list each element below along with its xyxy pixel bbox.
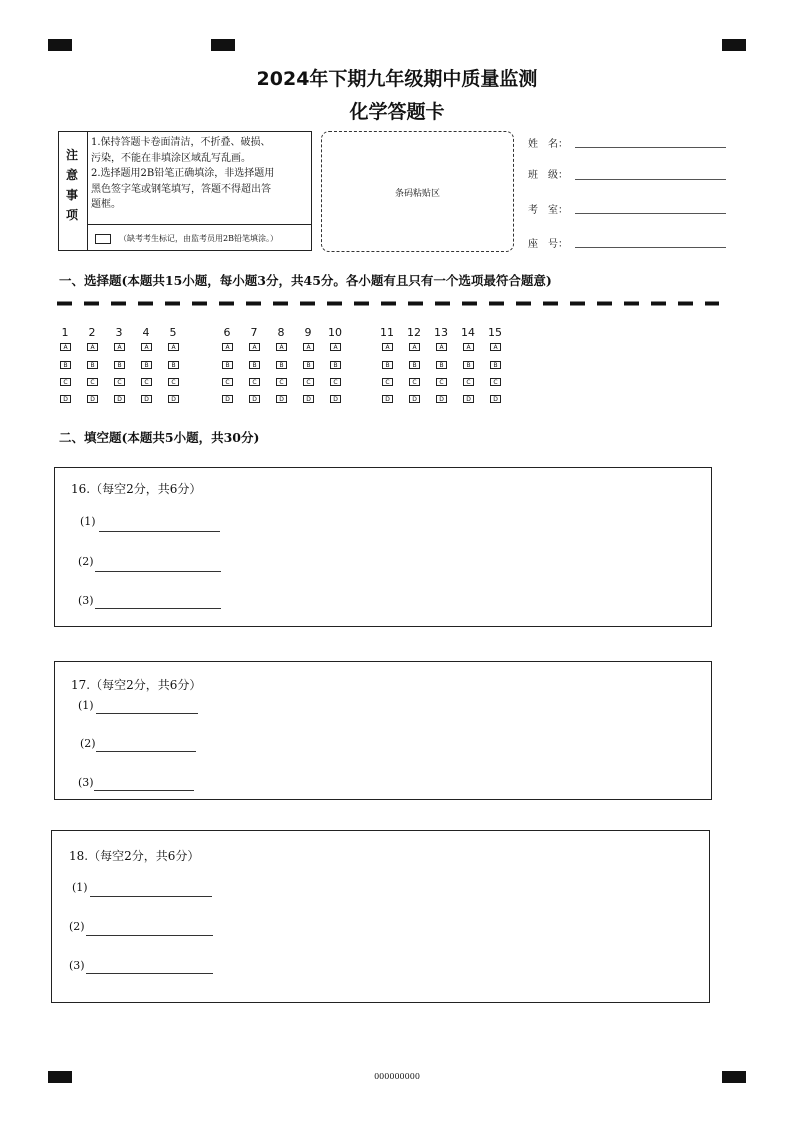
option-bubble[interactable]: A: [330, 343, 341, 351]
option-bubble[interactable]: D: [87, 395, 98, 403]
question-number: 14: [461, 326, 475, 339]
option-bubble[interactable]: B: [303, 361, 314, 369]
answer-line-16-3[interactable]: [95, 607, 221, 609]
barcode-label: 条码粘贴区: [394, 189, 440, 199]
blank-label: (2): [80, 737, 96, 750]
answer-line-16-1[interactable]: [99, 530, 220, 532]
question-number: 7: [250, 326, 258, 339]
question-header-18: 18.（每空2分，共6分）: [69, 849, 200, 863]
section2-title: 二、填空题(本题共5小题，共30分): [59, 430, 260, 445]
option-bubble[interactable]: A: [409, 343, 420, 351]
question-number: 11: [380, 326, 394, 339]
option-bubble[interactable]: C: [222, 378, 233, 386]
option-bubble[interactable]: B: [249, 361, 260, 369]
option-bubble[interactable]: A: [490, 343, 501, 351]
alignment-mark-top-right: [722, 39, 746, 51]
option-bubble[interactable]: D: [436, 395, 447, 403]
question-number: 5: [169, 326, 177, 339]
option-bubble[interactable]: B: [490, 361, 501, 369]
option-bubble[interactable]: C: [463, 378, 474, 386]
answer-line-17-1[interactable]: [96, 712, 198, 714]
question-number: 8: [277, 326, 285, 339]
option-bubble[interactable]: B: [87, 361, 98, 369]
answer-line-18-3[interactable]: [86, 972, 213, 974]
option-bubble[interactable]: A: [141, 343, 152, 351]
option-bubble[interactable]: B: [436, 361, 447, 369]
class-label: 班 级：: [528, 170, 568, 181]
question-number: 12: [407, 326, 421, 339]
option-bubble[interactable]: B: [409, 361, 420, 369]
option-bubble[interactable]: C: [114, 378, 125, 386]
name-field[interactable]: [575, 146, 726, 148]
question-number: 1: [61, 326, 69, 339]
option-bubble[interactable]: A: [60, 343, 71, 351]
option-bubble[interactable]: C: [141, 378, 152, 386]
option-bubble[interactable]: D: [114, 395, 125, 403]
option-bubble[interactable]: C: [60, 378, 71, 386]
notice-char: 意: [66, 168, 79, 182]
option-bubble[interactable]: A: [114, 343, 125, 351]
dashed-divider: [57, 301, 719, 306]
page-subtitle: 化学答题卡: [349, 101, 445, 123]
notice-char: 事: [66, 188, 79, 202]
option-bubble[interactable]: C: [436, 378, 447, 386]
blank-label: (1): [80, 515, 96, 528]
alignment-mark-top-center: [211, 39, 235, 51]
option-bubble[interactable]: C: [490, 378, 501, 386]
question-number: 10: [328, 326, 342, 339]
option-bubble[interactable]: A: [463, 343, 474, 351]
blank-label: (3): [78, 594, 94, 607]
option-bubble[interactable]: C: [303, 378, 314, 386]
option-bubble[interactable]: C: [87, 378, 98, 386]
option-bubble[interactable]: A: [87, 343, 98, 351]
blank-label: (1): [72, 881, 88, 894]
option-bubble[interactable]: B: [276, 361, 287, 369]
option-bubble[interactable]: B: [141, 361, 152, 369]
section1-title: 一、选择题(本题共15小题，每小题3分，共45分。各小题有且只有一个选项最符合题意): [59, 273, 552, 288]
option-bubble[interactable]: B: [60, 361, 71, 369]
option-bubble[interactable]: B: [463, 361, 474, 369]
option-bubble[interactable]: C: [409, 378, 420, 386]
notice-side-label: [59, 132, 88, 250]
barcode-area: [321, 131, 514, 252]
notice-char: 项: [66, 208, 79, 222]
option-bubble[interactable]: C: [168, 378, 179, 386]
answer-line-17-3[interactable]: [94, 789, 194, 791]
option-bubble[interactable]: D: [60, 395, 71, 403]
option-bubble[interactable]: D: [168, 395, 179, 403]
option-bubble[interactable]: D: [463, 395, 474, 403]
notice-line: 1.保持答题卡卷面清洁，不折叠、破损、: [91, 137, 271, 148]
question-number: 3: [115, 326, 123, 339]
absent-mark-checkbox[interactable]: [95, 234, 111, 244]
option-bubble[interactable]: B: [222, 361, 233, 369]
alignment-mark-top-left: [48, 39, 72, 51]
option-bubble[interactable]: B: [330, 361, 341, 369]
blank-label: (2): [78, 555, 94, 568]
option-bubble[interactable]: C: [382, 378, 393, 386]
exam-room-label: 考 室：: [528, 205, 568, 216]
question-header-16: 16.（每空2分，共6分）: [71, 482, 202, 496]
option-bubble[interactable]: D: [490, 395, 501, 403]
option-bubble[interactable]: D: [141, 395, 152, 403]
option-bubble[interactable]: A: [249, 343, 260, 351]
class-field[interactable]: [575, 178, 726, 180]
option-bubble[interactable]: A: [276, 343, 287, 351]
answer-line-18-1[interactable]: [90, 895, 212, 897]
answer-line-18-2[interactable]: [86, 934, 213, 936]
option-bubble[interactable]: B: [168, 361, 179, 369]
option-bubble[interactable]: D: [249, 395, 260, 403]
notice-char: 注: [66, 148, 79, 162]
question-number: 9: [304, 326, 312, 339]
blank-label: (3): [69, 959, 85, 972]
exam-room-field[interactable]: [575, 212, 726, 214]
absent-mark-row: [95, 233, 278, 244]
question-number: 15: [488, 326, 502, 339]
blank-label: (1): [78, 699, 94, 712]
blank-label: (3): [78, 776, 94, 789]
option-bubble[interactable]: C: [276, 378, 287, 386]
notice-line: 黑色签字笔或钢笔填写，答题不得超出答: [91, 183, 271, 195]
option-bubble[interactable]: D: [222, 395, 233, 403]
option-bubble[interactable]: D: [276, 395, 287, 403]
answer-line-16-2[interactable]: [95, 570, 221, 572]
option-bubble[interactable]: D: [382, 395, 393, 403]
notice-line: 题框。: [91, 199, 121, 210]
option-bubble[interactable]: A: [222, 343, 233, 351]
question-header-17: 17.（每空2分，共6分）: [71, 678, 202, 692]
seat-label: 座 号：: [528, 239, 568, 250]
question-number: 13: [434, 326, 448, 339]
notice-box: [58, 131, 312, 251]
notice-line: 2.选择题用2B铅笔正确填涂，非选择题用: [91, 168, 275, 179]
notice-text: [87, 132, 311, 225]
option-bubble[interactable]: B: [382, 361, 393, 369]
option-bubble[interactable]: C: [249, 378, 260, 386]
page-title: 2024年下期九年级期中质量监测: [256, 68, 538, 90]
blank-label: (2): [69, 920, 85, 933]
answer-line-17-2[interactable]: [96, 750, 196, 752]
question-number: 4: [142, 326, 150, 339]
option-bubble[interactable]: A: [168, 343, 179, 351]
option-bubble[interactable]: A: [303, 343, 314, 351]
absent-mark-note: （缺考考生标记，由监考员用2B铅笔填涂。）: [119, 234, 278, 243]
option-bubble[interactable]: B: [114, 361, 125, 369]
option-bubble[interactable]: A: [382, 343, 393, 351]
option-bubble[interactable]: D: [409, 395, 420, 403]
notice-line: 污染，不能在非填涂区域乱写乱画。: [91, 152, 251, 164]
seat-field[interactable]: [575, 246, 726, 248]
option-bubble[interactable]: D: [303, 395, 314, 403]
option-bubble[interactable]: A: [436, 343, 447, 351]
sheet-code: 000000000: [374, 1072, 420, 1081]
name-label: 姓 名：: [528, 139, 568, 150]
question-number: 2: [88, 326, 96, 339]
question-number: 6: [223, 326, 231, 339]
option-bubble[interactable]: D: [330, 395, 341, 403]
option-bubble[interactable]: C: [330, 378, 341, 386]
